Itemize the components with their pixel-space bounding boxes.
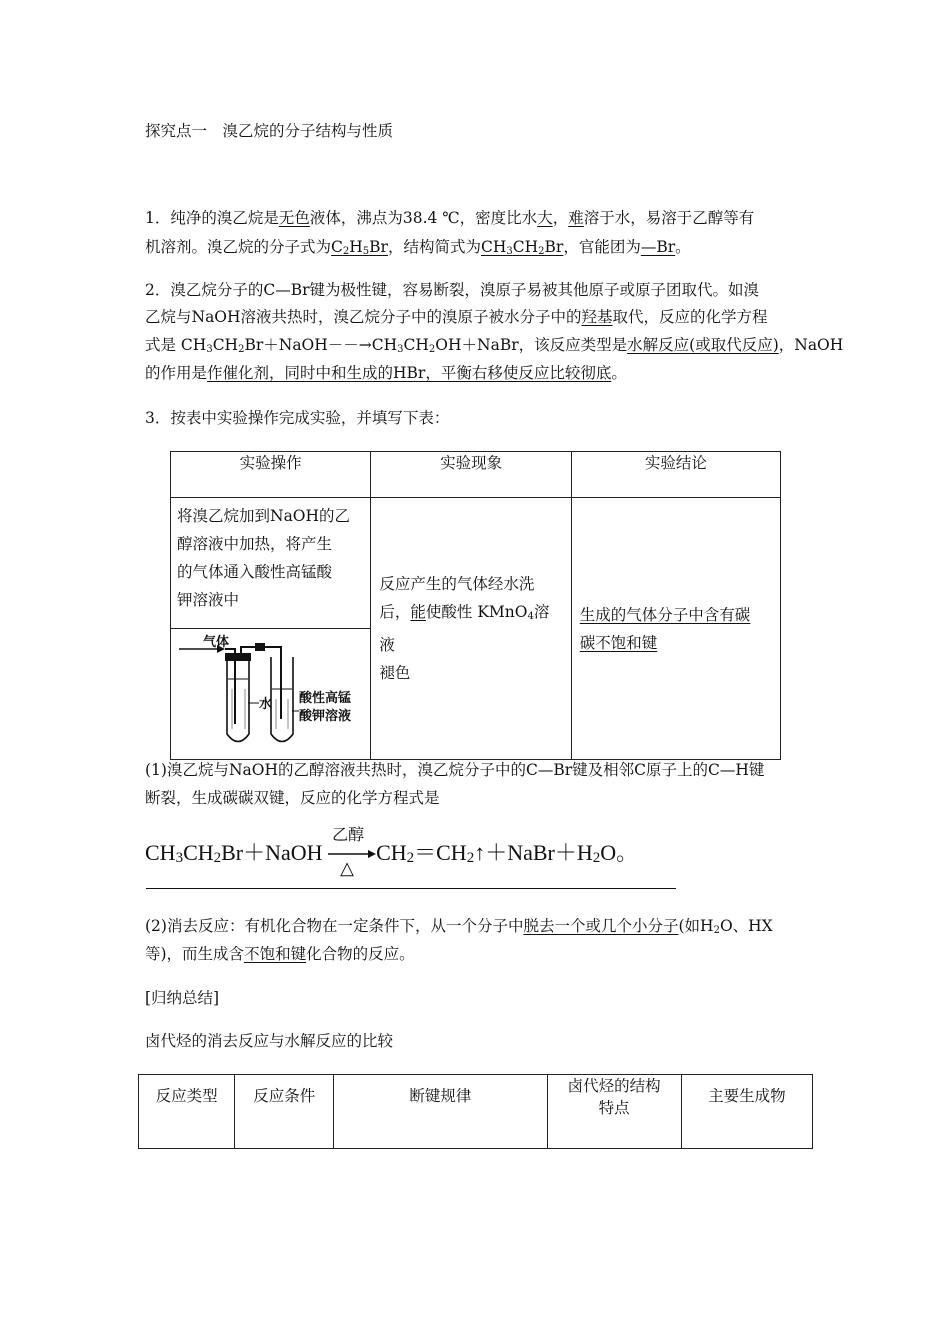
conclusion-cell: 生成的气体分子中含有碳 碳不饱和键 bbox=[571, 498, 780, 760]
reaction-arrow: 乙醇 △ bbox=[328, 844, 376, 866]
header-operation: 实验操作 bbox=[171, 452, 371, 498]
water-label: 水 bbox=[259, 697, 273, 712]
paragraph-3: 3．按表中实验操作完成实验，并填写下表： bbox=[145, 409, 450, 427]
header-bond-breaking: 断键规律 bbox=[334, 1075, 547, 1149]
elimination-equation: CH3CH2Br＋NaOH 乙醇 △ CH2＝CH2↑＋NaBr＋H2O。 bbox=[145, 824, 639, 878]
header-conclusion: 实验结论 bbox=[571, 452, 780, 498]
header-reaction-type: 反应类型 bbox=[139, 1075, 235, 1149]
paragraph-2-line-4: 的作用是作催化剂，同时中和生成的HBr，平衡右移使反应比较彻底。 bbox=[145, 364, 627, 382]
apparatus-diagram bbox=[171, 628, 370, 759]
header-structure-feature: 卤代烃的结构 特点 bbox=[547, 1075, 681, 1149]
paragraph-2-line-1: 2．溴乙烷分子的C—Br键为极性键，容易断裂，溴原子易被其他原子或原子团取代。如溴 bbox=[145, 281, 760, 299]
q2-line-1: (2)消去反应：有机化合物在一定条件下，从一个分子中脱去一个或几个小分子(如$H_2O$、HX bbox=[145, 917, 773, 936]
compare-title: 卤代烃的消去反应与水解反应的比较 bbox=[145, 1032, 394, 1050]
header-phenomenon: 实验现象 bbox=[371, 452, 571, 498]
q2-line-2: 等)，而生成含不饱和键化合物的反应。 bbox=[145, 945, 415, 963]
operation-text: 将溴乙烷加到NaOH的乙 醇溶液中加热，将产生 的气体通入酸性高锰酸 钾溶液中 bbox=[177, 507, 351, 609]
reagent-label-1: 酸性高锰 bbox=[299, 691, 352, 706]
paragraph-1-line-2: 机溶剂。溴乙烷的分子式为$C_2H_5Br$，结构简式为$CH_3CH_2Br$，官能团为—Br。 bbox=[145, 238, 691, 257]
summary-title: [归纳总结] bbox=[145, 989, 220, 1007]
reagent-label-2: 酸钾溶液 bbox=[299, 709, 352, 724]
section-title: 探究点一 溴乙烷的分子结构与性质 bbox=[145, 122, 394, 140]
header-main-product: 主要生成物 bbox=[681, 1075, 812, 1149]
paragraph-2-line-3: 式是 $CH_3CH_2Br+NaOH--\to CH_3CH_2OH+NaBr$，该反应类型是水解反应(或取代反应)，NaOH bbox=[145, 336, 844, 355]
gas-up-arrow: ↑ bbox=[474, 840, 486, 865]
operation-cell bbox=[171, 498, 371, 760]
experiment-table bbox=[170, 451, 781, 760]
paragraph-2-line-2: 乙烷与NaOH溶液共热时，溴乙烷分子中的溴原子被水分子中的羟基取代，反应的化学方程 bbox=[145, 308, 768, 326]
paragraph-1-line-1: 1．纯净的溴乙烷是无色液体，沸点为38.4 ℃，密度比水大，难溶于水，易溶于乙醇等有 bbox=[145, 209, 755, 227]
q1-line-2: 断裂，生成碳碳双键，反应的化学方程式是 bbox=[145, 789, 440, 807]
comparison-table bbox=[138, 1074, 813, 1149]
q1-line-1: (1)溴乙烷与NaOH的乙醇溶液共热时，溴乙烷分子中的C—Br键及相邻C原子上的C—H键 bbox=[145, 761, 765, 779]
equation-underline bbox=[146, 888, 676, 889]
gas-label: 气体 bbox=[203, 635, 230, 650]
phenomenon-cell: 反应产生的气体经水洗 后，能使酸性 KMnO$_4$溶液 褪色 bbox=[371, 498, 571, 760]
header-reaction-condition: 反应条件 bbox=[235, 1075, 334, 1149]
